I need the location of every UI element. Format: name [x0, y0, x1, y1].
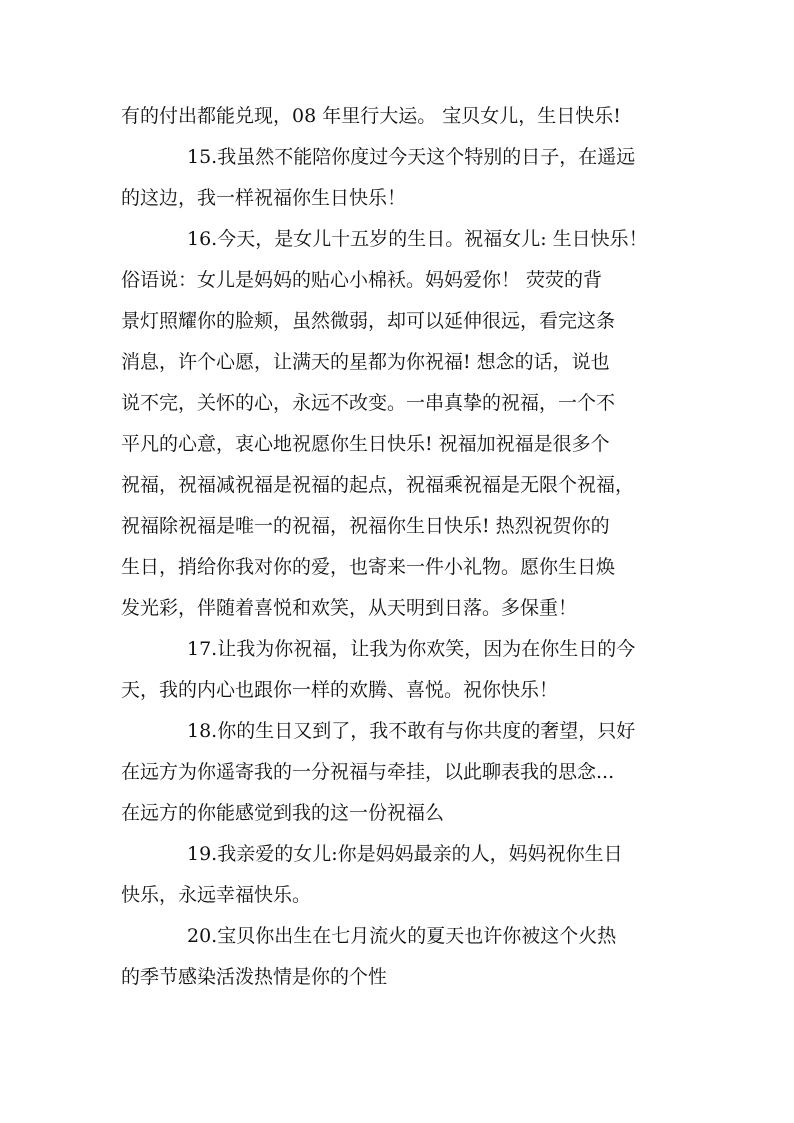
paragraph-16-line-5: 说不完，关怀的心，永远不改变。一串真挚的祝福，一个不	[121, 392, 616, 414]
paragraph-17-line-1: 17.让我为你祝福，让我为你欢笑，因为在你生日的今	[187, 638, 636, 660]
paragraph-20-line-2: 的季节感染活泼热情是你的个性	[121, 966, 388, 988]
paragraph-20-line-1: 20.宝贝你出生在七月流火的夏天也许你被这个火热	[187, 925, 617, 947]
paragraph-18-line-3: 在远方的你能感觉到我的这一份祝福么	[121, 802, 445, 824]
paragraph-15-line-1: 15.我虽然不能陪你度过今天这个特别的日子，在遥远	[187, 146, 636, 168]
paragraph-15-line-2: 的这边，我一样祝福你生日快乐！	[121, 187, 407, 209]
text-line-1: 有的付出都能兑现，08 年里行大运。 宝贝女儿，生日快乐!	[121, 105, 621, 127]
paragraph-16-line-10: 发光彩，伴随着喜悦和欢笑，从天明到日落。多保重！	[121, 597, 578, 619]
paragraph-18-line-1: 18.你的生日又到了，我不敢有与你共度的奢望，只好	[187, 720, 636, 742]
paragraph-16-line-9: 生日，捎给你我对你的爱，也寄来一件小礼物。愿你生日焕	[121, 556, 616, 578]
paragraph-16-line-1: 16.今天，是女儿十五岁的生日。祝福女儿: 生日快乐！	[187, 228, 648, 250]
paragraph-16-line-7: 祝福，祝福减祝福是祝福的起点，祝福乘祝福是无限个祝福，	[121, 474, 635, 496]
paragraph-16-line-2: 俗语说：女儿是妈妈的贴心小棉袄。妈妈爱你！ 荧荧的背	[121, 269, 603, 291]
paragraph-16-line-3: 景灯照耀你的脸颊，虽然微弱，却可以延伸很远，看完这条	[121, 310, 616, 332]
paragraph-16-line-6: 平凡的心意，衷心地祝愿你生日快乐! 祝福加祝福是很多个	[121, 433, 610, 455]
paragraph-19-line-1: 19.我亲爱的女儿:你是妈妈最亲的人，妈妈祝你生日	[187, 843, 623, 865]
paragraph-19-line-2: 快乐，永远幸福快乐。	[121, 884, 312, 906]
paragraph-16-line-4: 消息，许个心愿，让满天的星都为你祝福! 想念的话，说也	[121, 351, 610, 373]
paragraph-17-line-2: 天，我的内心也跟你一样的欢腾、喜悦。祝你快乐！	[121, 679, 559, 701]
paragraph-18-line-2: 在远方为你遥寄我的一分祝福与牵挂，以此聊表我的思念...	[121, 761, 615, 783]
paragraph-16-line-8: 祝福除祝福是唯一的祝福，祝福你生日快乐! 热烈祝贺你的	[121, 515, 610, 537]
